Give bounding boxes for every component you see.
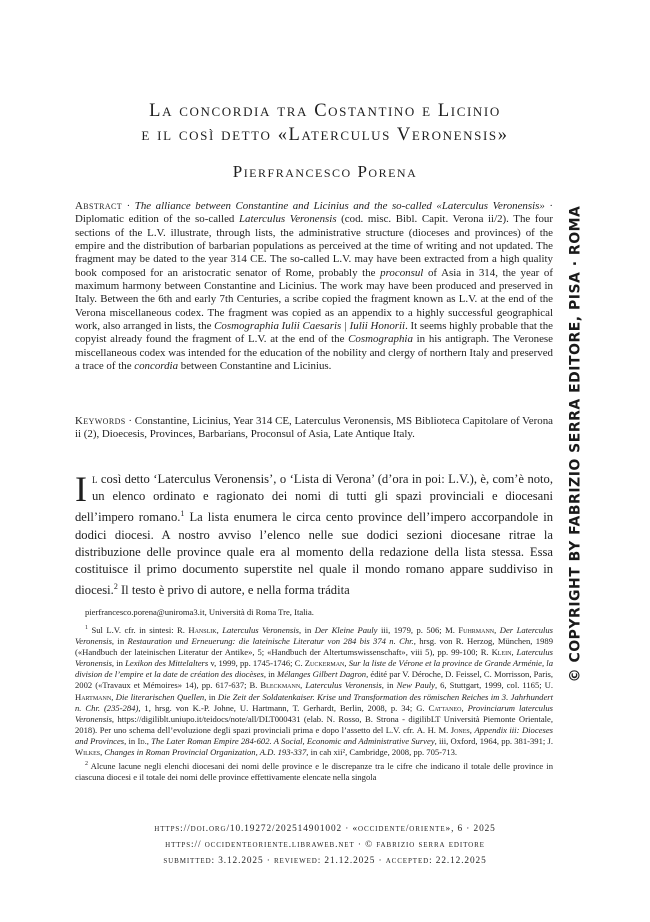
note-italic: Laterculus Veronensis <box>75 647 553 669</box>
note-italic: Laterculus Veronensis <box>222 624 300 635</box>
note-italic: Restauration und Erneuerung: die lateinische Literatur von 284 bis 374 n. Chr. <box>127 636 414 647</box>
dates-line: submitted: 3.12.2025 · reviewed: 21.12.2025 · accepted: 22.12.2025 <box>163 856 487 866</box>
note-italic: Laterculus Veronensis <box>305 680 382 691</box>
note-text: , in <box>381 680 397 691</box>
note-italic: Sur la liste de Vérone et la province de Grande Arménie, la division de l’empire et la date de création des diocèses <box>75 658 553 680</box>
note-text: , in <box>124 735 138 746</box>
note-text: , in <box>204 691 218 702</box>
abstract-english-title: The alliance between Constantine and Licinius and the so-called «Laterculus Veronensis» <box>134 200 545 212</box>
note-author: A. H. M. Jones <box>416 724 470 735</box>
abstract-text: (cod. misc. Bibl. Capit. Verona ii/2). The four sections of the L.V. illustrate, through lists, the administrative structure (dioceses and provinces) of the empire and the distribution of barbarian populations as perceived at the time of writing and not updated. The fragment may be dated to the year 314 CE. The so-called L.V. may have been extracted from a high quality book composed for an aristocratic senator of Rome, probably the <box>75 213 553 279</box>
note-text: , <box>511 647 517 658</box>
note-italic: Der Kleine Pauly <box>314 624 378 635</box>
footnote-mark: 1 <box>85 625 88 632</box>
note-author: R. Hanslik <box>177 624 217 635</box>
abstract-italic: Cosmographia <box>348 333 413 346</box>
note-author: Id. <box>137 735 147 746</box>
note-text: , in cah xii², Cambridge, 2008, pp. 705-713. <box>306 746 458 757</box>
body-paragraph <box>75 471 553 600</box>
abstract-italic: Cosmographia Iulii Caesaris | Iulii Honorii <box>214 320 406 333</box>
note-author: M. Fuhrmann <box>445 624 495 635</box>
note-author: J. Wilkes <box>75 735 553 757</box>
note-text: , 6, Stuttgart, 1999, col. 1165; <box>434 680 545 691</box>
note-author: B. Bleckmann <box>249 680 301 691</box>
body-lead: l <box>92 472 98 486</box>
abstract <box>75 200 553 373</box>
note-author: G. Cattaneo <box>416 702 462 713</box>
footnote-ref-1[interactable]: 1 <box>180 509 185 519</box>
note-text: , <box>111 691 116 702</box>
abstract-text: of Asia in 314, the year of maximum harmony between Constantine and Licinius. The work may have been produced and preserved in Italy. Between the 6th and early 7th Centuries, a scribe copied the fragment known as L.V. at the end of the Verona miscellaneous codex. The fragment was copied as an appendix to a highly successful geographical work, also arranged in lists, the <box>75 266 554 333</box>
abstract-italic: concordia <box>134 360 179 373</box>
abstract-text: . It seems highly probable that the copyist already found the fragment of L.V. at the end of the <box>75 320 553 346</box>
note-italic: Die literarischen Quellen <box>115 691 205 702</box>
note-text: , <box>300 680 306 691</box>
keywords-label: Keywords <box>75 415 126 427</box>
abstract-text: between Constantine and Licinius. <box>178 360 332 373</box>
note-author: R. Klein <box>480 647 512 658</box>
note-italic: Der Laterculus Veronensis <box>75 624 554 647</box>
note-text: , in <box>263 669 278 680</box>
note-italic: The Later Roman Empire 284-602. A Social, Economic and Administrative Survey <box>151 735 435 746</box>
body-text: La lista enumera le circa cento province dell’impero accorpandole in dodici diocesi. A nostro avviso l’elenco nelle sue dodici sezioni diocesane ritrae la distribuzione delle province quale era al momento della redazione della lista stessa. Essa costituisce il primo documento superstite nel quale il mondo romano appare suddiviso in diocesi. <box>75 510 553 598</box>
note-text: iii, 1979, p. 506; <box>377 624 446 635</box>
author-name: Pierfrancesco Porena <box>232 162 418 181</box>
note-text: , <box>344 658 349 669</box>
abstract-separator: · <box>122 200 135 212</box>
copyright-notice <box>566 205 584 683</box>
note-text: Alcune lacune negli elenchi diocesani dei nomi delle province e le discrepanze tra le cifre che indicano il totale delle province in ciascuna diocesi e il totale dei nomi delle province effettivamente elencate nella singola <box>75 760 553 783</box>
note-text: , <box>494 624 500 635</box>
title-line-2: e il così detto «Laterculus Veronensis» <box>141 125 509 145</box>
note-text: , <box>461 702 468 713</box>
note-text: , iii, Oxford, 1964, pp. 381-391; <box>434 735 548 746</box>
abstract-text: · Diplomatic edition of the so-called <box>75 200 553 226</box>
note-text: , hrsg. von R. Herzog, München, 1989 («Handbuch der lateinischen Literatur der Antike», 5; «Handbuch der Altertumswissenschaft», viii 5), pp. 99-100; <box>75 636 553 658</box>
page-footer <box>0 821 650 869</box>
title-line-1: La concordia tra Costantino e Licinio <box>149 101 501 121</box>
note-text: Sul L.V. cfr. in sintesi: <box>88 624 178 635</box>
note-italic: New Pauly <box>396 680 435 691</box>
doi-line[interactable]: https://doi.org/10.19272/202514901002 · «occidente/oriente», 6 · 2025 <box>154 824 496 834</box>
body-text: Il testo è privo di autore, e nella forma trádita <box>117 583 350 598</box>
note-text: , 1, hrsg. von K.-P. Johne, U. Hartmann, T. Gerhardt, Berlin, 2008, p. 34; <box>138 702 417 713</box>
note-italic: Lexikon des Mittelalters <box>125 658 209 669</box>
abstract-italic: Laterculus Veronensis <box>238 213 337 226</box>
footnote-ref-2[interactable]: 2 <box>113 582 118 592</box>
note-text: , <box>216 624 223 635</box>
keywords <box>75 415 553 442</box>
note-author: C. Zuckerman <box>294 658 345 669</box>
abstract-label: Abstract <box>75 200 123 212</box>
author-affiliation: pierfrancesco.porena@uniroma3.it, Università di Roma Tre, Italia. <box>85 607 314 617</box>
note-italic: Appendix iii: Dioceses and Provinces <box>75 724 553 746</box>
note-text: , in <box>299 624 315 635</box>
note-text: , in <box>111 636 128 647</box>
body-text: così detto ‘Laterculus Veronensis’, o ‘Lista di Verona’ (d’ora in poi: L.V.), è, com’è noto, un elenco ordinato e ragionato dei nomi di tutti gli spazi provinciali e diocesani dell’impero romano. <box>75 472 553 525</box>
drop-cap: I <box>75 469 87 509</box>
footnotes <box>75 607 553 784</box>
note-text: , in <box>111 658 126 669</box>
note-text: , https://digiliblt.uniupo.it/teidocs/note/all/DLT000431 (elab. N. Rosso, B. Strona - digilibLT Università Piemonte Orientale, 2018). Per uno schema dell’evoluzione degli spazi provinciali prima e dopo l’assetto del L.V. cfr. <box>75 713 553 735</box>
note-text: , <box>146 735 152 746</box>
note-text: , édité par V. Déroche, D. Feissel, C. Morrisson, Paris, 2002 («Travaux et Mémoires» 14), pp. 617-637; <box>75 669 553 691</box>
footnote-mark: 2 <box>85 761 88 768</box>
copyright-text: © COPYRIGHT BY FABRIZIO SERRA EDITORE, PISA · ROMA <box>567 205 583 683</box>
note-italic: Changes in Roman Provincial Organization, A.D. 193-337 <box>104 746 307 757</box>
note-text: v, 1999, pp. 1745-1746; <box>208 658 295 669</box>
article-title <box>0 99 650 147</box>
note-text: , <box>469 724 475 735</box>
note-italic: Mélanges Gilbert Dagron <box>277 669 367 680</box>
abstract-italic: proconsul <box>380 266 424 279</box>
footnote-2 <box>75 759 553 783</box>
note-author: U. Hartmann <box>75 680 553 702</box>
abstract-text: in his antigraph. The Veronese miscellaneous codex was intended for the education of the nobility and clergy of northern Italy and preserved a trace of the <box>75 333 553 373</box>
website-line[interactable]: https:// occidenteoriente.libraweb.net · © fabrizio serra editore <box>165 840 485 850</box>
note-italic: Die Zeit der Soldatenkaiser. Krise und Transformation des römischen Reiches im 3. Jahrhundert n. Chr. (235-284) <box>75 691 554 713</box>
note-text: , <box>100 746 105 757</box>
note-italic: Provinciarum laterculus Veronensis <box>75 702 553 724</box>
footnote-1 <box>75 623 553 758</box>
keywords-text: · Constantine, Licinius, Year 314 CE, Laterculus Veronensis, MS Biblioteca Capitolare of Verona ii (2), Dioecesis, Provinces, Barbarians, Proconsul of Asia, Late Antique Italy. <box>75 415 553 441</box>
